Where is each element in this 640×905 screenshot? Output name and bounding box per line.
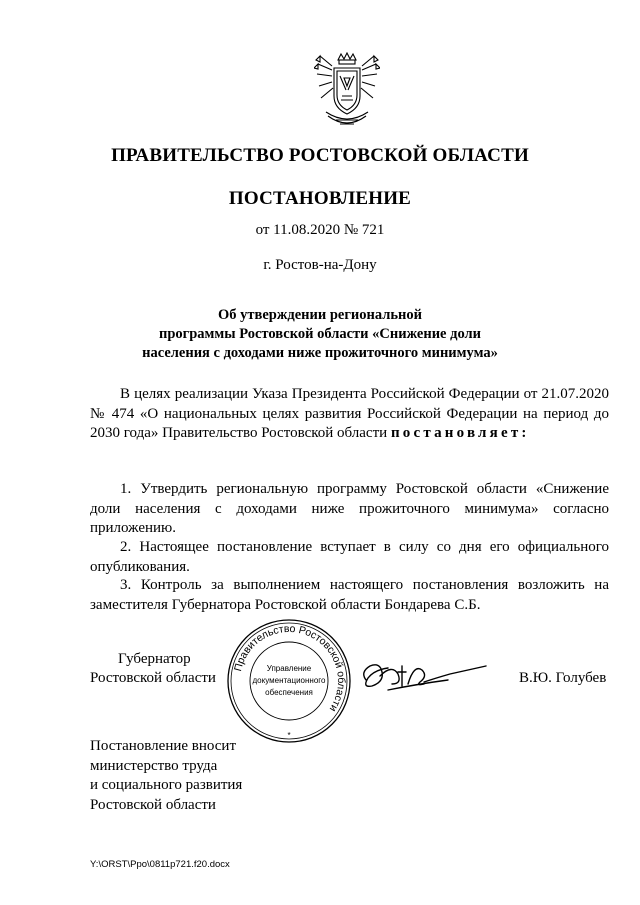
stamp-center-line: обеспечения [265,688,313,697]
signer-position-line1: Губернатор [118,651,191,667]
title-line: населения с доходами ниже прожиточного минимума» [142,345,498,361]
government-name: ПРАВИТЕЛЬСТВО РОСТОВСКОЙ ОБЛАСТИ [111,145,529,166]
title-line: программы Ростовской области «Снижение доли [158,326,481,342]
submitter-line: министерство труда [90,757,218,774]
preamble-text: В целях реализации Указа Президента Российской Федерации от 21.07.2020 № 474 «О национальных целях развития Российской Федерации на период до 2030 года» Правительство Ростовской области [90,386,609,441]
document-title [0,306,640,363]
stamp-center-line: документационного [252,676,326,685]
signer-name: В.Ю. Голубев [519,670,607,686]
stamp-center-line: Управление [266,664,312,673]
item-3: 3. Контроль за выполнением настоящего постановления возложить на заместителя Губернатора Ростовской области Бондарева С.Б. [90,577,609,613]
date-number: от 11.08.2020 № 721 [255,222,385,238]
submitter-line: Постановление вносит [90,738,237,754]
title-line: Об утверждении региональной [217,307,422,323]
svg-text:*: * [287,731,291,740]
item-1: 1. Утвердить региональную программу Ростовской области «Снижение доли населения с доходами ниже прожиточного минимума» согласно приложению. [90,481,609,536]
submitter-line: Ростовской области [90,796,216,813]
item-2: 2. Настоящее постановление вступает в силу со дня его официального опубликования. [90,539,609,575]
document-type: ПОСТАНОВЛЕНИЕ [228,188,412,209]
submitter-block [90,737,242,815]
stamp-ring-text: Правительство Ростовской области [232,622,348,714]
file-path: Y:\ORST\Ppo\0811p721.f20.docx [90,859,230,870]
decree-word: постановляет: [390,425,530,441]
city: г. Ростов-на-Дону [263,257,377,273]
preamble [90,385,609,444]
submitter-line: и социального развития [90,777,243,793]
handwritten-signature [358,654,492,698]
coat-of-arms-icon [314,52,380,132]
signer-position-line2: Ростовской области [90,670,216,686]
official-stamp [226,618,352,744]
